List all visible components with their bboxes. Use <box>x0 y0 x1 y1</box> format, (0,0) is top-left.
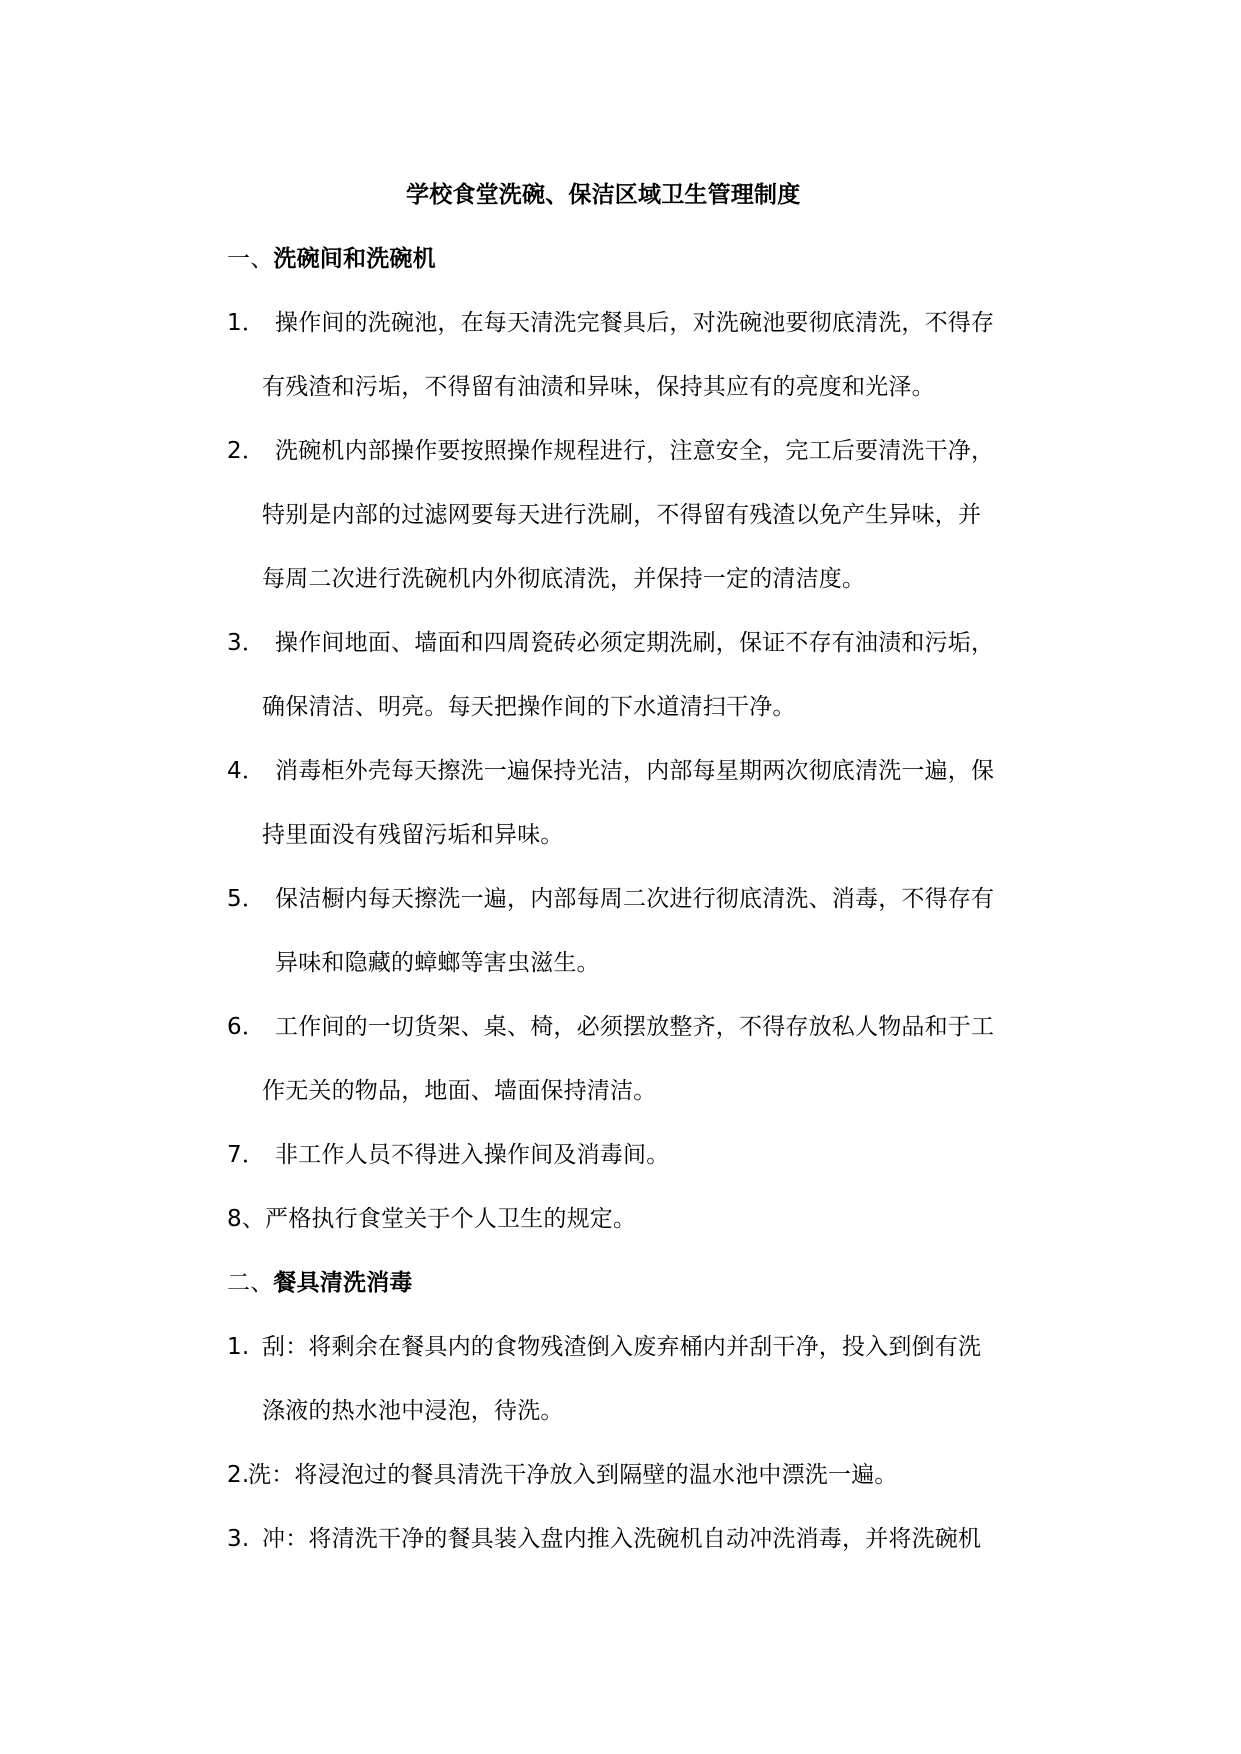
list-item-text: 严格执行食堂关于个人卫生的规定。 <box>265 1206 637 1232</box>
document-title: 学校食堂洗碗、保洁区域卫生管理制度 <box>406 182 801 208</box>
list-item-number: 1． <box>227 310 266 336</box>
list-item-number: 3． <box>227 630 266 656</box>
section-1-title: 洗碗间和洗碗机 <box>273 246 436 272</box>
list-item-text: 特别是内部的过滤网要每天进行洗刷，不得留有残渣以免产生异味，并 <box>262 502 982 528</box>
list-item-text: 刮：将剩余在餐具内的食物残渣倒入废弃桶内并刮干净，投入到倒有洗 <box>262 1334 982 1360</box>
list-item-text: 保洁橱内每天擦洗一遍，内部每周二次进行彻底清洗、消毒，不得存有 <box>275 886 995 912</box>
list-item-text: 消毒柜外壳每天擦洗一遍保持光洁，内部每星期两次彻底清洗一遍，保 <box>275 758 995 784</box>
list-item-number: 7． <box>227 1142 266 1168</box>
list-item-text: 冲：将清洗干净的餐具装入盘内推入洗碗机自动冲洗消毒，并将洗碗机 <box>262 1526 982 1552</box>
list-item-number: 5． <box>227 886 266 912</box>
list-item-text: 操作间的洗碗池，在每天清洗完餐具后，对洗碗池要彻底清洗，不得存 <box>275 310 995 336</box>
list-item-text: 异味和隐藏的蟑螂等害虫滋生。 <box>275 950 600 976</box>
list-item-text: 洗碗机内部操作要按照操作规程进行，注意安全，完工后要清洗干净， <box>275 438 995 464</box>
list-item-number: 1. <box>227 1334 250 1360</box>
section-2-heading <box>227 1268 413 1298</box>
list-item-text: 作无关的物品，地面、墙面保持清洁。 <box>262 1078 657 1104</box>
list-item-text: 持里面没有残留污垢和异味。 <box>262 822 564 848</box>
section-1-heading <box>227 244 436 274</box>
list-item-number: 3. <box>227 1526 250 1552</box>
list-item-number: 2． <box>227 438 266 464</box>
list-item-number: 6． <box>227 1014 266 1040</box>
list-item-text: 非工作人员不得进入操作间及消毒间。 <box>275 1142 670 1168</box>
list-item-number: 8、 <box>227 1206 266 1232</box>
section-2-number: 二、 <box>227 1270 274 1296</box>
list-item-text: 洗：将浸泡过的餐具清洗干净放入到隔壁的温水池中漂洗一遍。 <box>248 1462 898 1488</box>
list-item-number: 2. <box>227 1462 250 1488</box>
section-2-title: 餐具清洗消毒 <box>273 1270 413 1296</box>
list-item-text: 操作间地面、墙面和四周瓷砖必须定期洗刷，保证不存有油渍和污垢， <box>275 630 995 656</box>
list-item-number: 4． <box>227 758 266 784</box>
list-item-text: 确保清洁、明亮。每天把操作间的下水道清扫干净。 <box>262 694 796 720</box>
section-1-number: 一、 <box>227 246 274 272</box>
list-item-text: 涤液的热水池中浸泡，待洗。 <box>262 1398 564 1424</box>
list-item-text: 有残渣和污垢，不得留有油渍和异味，保持其应有的亮度和光泽。 <box>262 374 935 400</box>
list-item-text: 工作间的一切货架、桌、椅，必须摆放整齐，不得存放私人物品和于工 <box>275 1014 995 1040</box>
list-item-text: 每周二次进行洗碗机内外彻底清洗，并保持一定的清洁度。 <box>262 566 866 592</box>
